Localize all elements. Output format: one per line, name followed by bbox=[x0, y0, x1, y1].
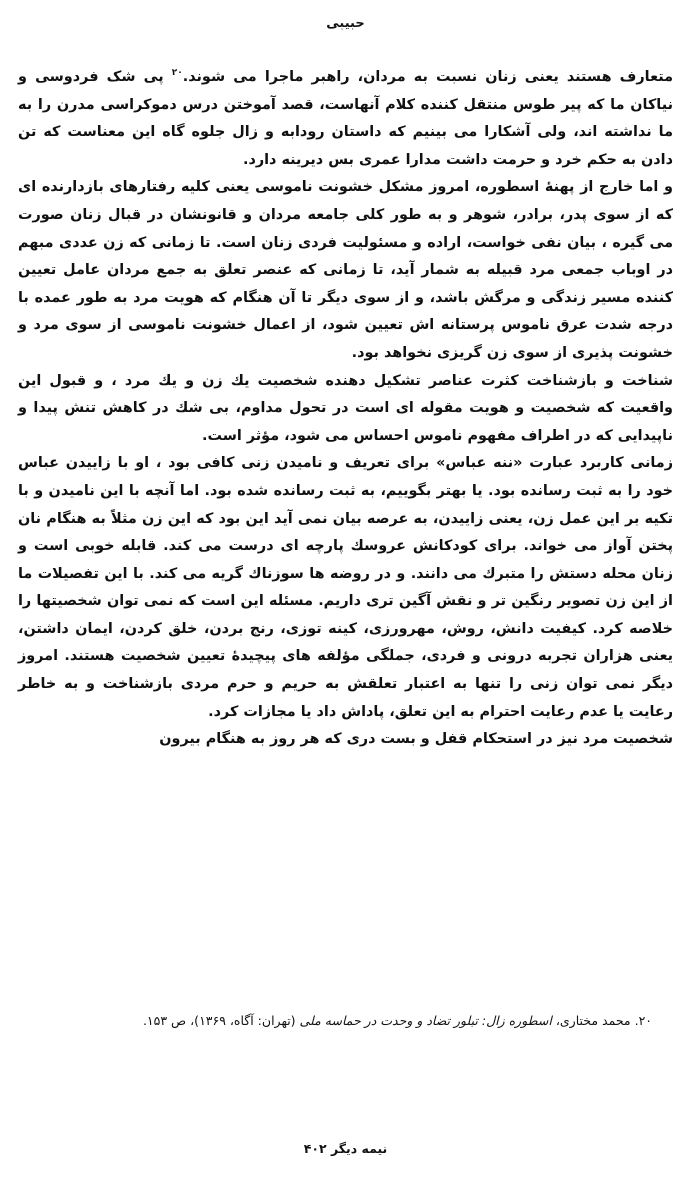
footnote-publication: (تهران: آگاه، ۱۳۶۹)، ص ۱۵۳. bbox=[142, 1013, 300, 1028]
main-text bbox=[18, 64, 673, 754]
paragraph: زمانی کاربرد عبارت «ننه عباس» برای تعریف و نامیدن زنی کافی بود ، او با زاییدن عباس خود را به ثبت رسانده بود. یا بهتر بگوییم، به ثبت رسانده شده بود. اما آنچه با این نامیدن و با تکیه بر این عمل زن، یعنی زاییدن، به عرصه بیان نمی آید این بود که این زن مثلاً به هنگام نان پختن آواز می خواند. برای کودکانش عروسك پارچه ای درست می کند. قابله خوبی است و زنان محله دستش را متبرك می دانند. و در روضه ها سوزناك گریه می کند. با این تفصیلات ما از این زن تصویر رنگین تر و نقش آگین تری داریم. مسئله این است که نمی توان شخصیتها را خلاصه کرد. کیفیت دانش، روش، مهرورزی، کینه توزی، رنج بردن، خلق کردن، ایمان داشتن، یعنی هزاران تجربه درونی و فردی، جملگی مؤلفه های پیچیدهٔ تعیین شخصیت هستند. امروز دیگر نمی توان زنی را تنها به اعتبار تعلقش به حریم و حرم مردی بازشناخت و به خاطر رعایت یا عدم رعایت احترام به این تعلق، پاداش داد یا مجازات کرد. bbox=[18, 455, 673, 720]
footnote bbox=[22, 1008, 652, 1034]
footnote-author: محمد مختاری، bbox=[551, 1013, 635, 1028]
paragraph-text: پی شک فردوسی و نیاکان ما که پیر طوس منتقل کننده کلام آنهاست، قصد آموختن درس دموکراسی مدرن را به ما نداشته اند، ولی آشکارا می بینیم که داستان رودابه و زال جلوه گاه این معناست که تن دادن به حکم خرد و حرمت داشت مدارا عمری بس دیرینه دارد. bbox=[18, 69, 673, 168]
paragraph: شناخت و بازشناخت کثرت عناصر تشکیل دهنده شخصیت یك زن و یك مرد ، و قبول این واقعیت که شخصیت و هویت مقوله ای است در تحول مداوم، بی شك در کاهش تنش پیدا و ناپیدایی که در اطراف مفهوم ناموس احساس می شود، مؤثر است. bbox=[18, 372, 673, 444]
paragraph: شخصیت مرد نیز در استحکام قفل و بست دری که هر روز به هنگام بیرون bbox=[159, 731, 673, 748]
paragraph bbox=[18, 64, 673, 174]
footnote-title: اسطوره زال: تبلور تضاد و وحدت در حماسه ملی bbox=[299, 1013, 552, 1028]
running-head: حبیبی bbox=[326, 16, 365, 31]
footnote-reference: ۲۰ bbox=[171, 68, 183, 79]
paragraph-text: متعارف هستند یعنی زنان نسبت به مردان، راهبر ماجرا می شوند. bbox=[182, 69, 673, 85]
page-footer: نیمه دیگر ۴۰۲ bbox=[303, 1141, 388, 1156]
footnote-number: ۲۰. bbox=[634, 1013, 652, 1028]
paragraph: و اما خارج از پهنهٔ اسطوره، امروز مشکل خشونت ناموسی یعنی کلیه رفتارهای بازدارنده ای که از سوی پدر، برادر، شوهر و به طور کلی جامعه مردان و قانونشان در قبال زنان صورت می گیره ، بیان نفی خواست، اراده و مسئولیت فردی زنان است. تا زمانی که زن عددی مبهم در اوباب جمعی مرد قبیله به شمار آید، تا زمانی که عنصر تعلق به جمع مردان عامل تعیین کننده مسیر زندگی و مرگش باشد، و از سوی دیگر تا آن هنگام که هویت مرد به طور عمده با درجه شدت عرق ناموس پرستانه اش تعیین شود، از اعمال خشونت ناموسی از سوی مرد و خشونت پذیری از سوی زن گریزی نخواهد بود. bbox=[18, 179, 673, 361]
